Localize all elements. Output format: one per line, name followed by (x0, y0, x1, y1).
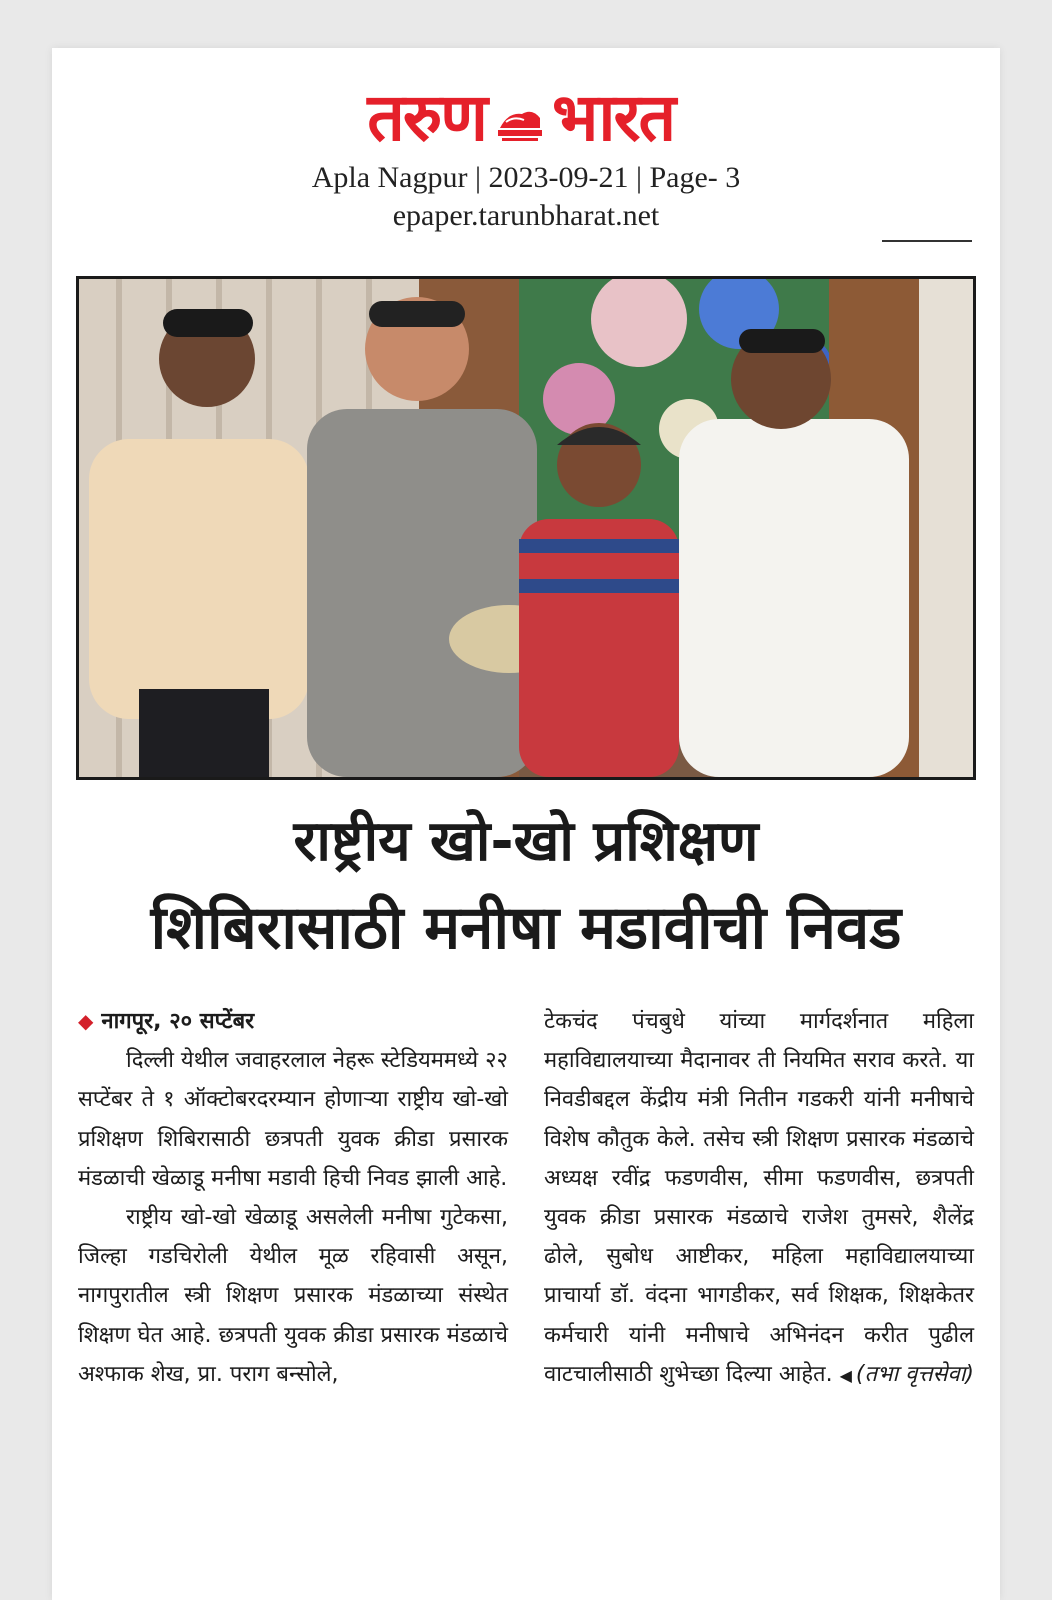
headline-line-2: शिबिरासाठी मनीषा मडावीची निवड (150, 893, 902, 963)
article-column-left (78, 1002, 508, 1394)
article-paragraph-3-wrap (544, 1002, 974, 1395)
lamp-emblem-icon (492, 92, 548, 148)
dateline-text: नागपूर, २० सप्टेंबर (101, 1009, 255, 1034)
masthead-name-left: तरुण (367, 79, 486, 156)
arrow-left-icon: ◀ (839, 1365, 852, 1385)
photo-illustration (79, 279, 973, 777)
article-paragraph-1: दिल्ली येथील जवाहरलाल नेहरू स्टेडियममध्ये २२ सप्टेंबर ते १ ऑक्टोबरदरम्यान होणाऱ्या राष्ट्रीय खो-खो प्रशिक्षण शिबिरासाठी छत्रपती युवक क्रीडा प्रसारक मंडळाची खेळाडू मनीषा मडावी हिची निवड झाली आहे. (78, 1048, 508, 1191)
edition-line: Apla Nagpur | 2023-09-21 | Page- 3 (311, 161, 741, 194)
newspaper-clipping (52, 48, 1000, 1600)
masthead-name-right: भारत (552, 79, 675, 156)
masthead (52, 78, 1000, 158)
article-paragraph-3: टेकचंद पंचबुधे यांच्या मार्गदर्शनात महिला महाविद्यालयाच्या मैदानावर ती नियमित सराव करते. या निवडीबद्दल केंद्रीय मंत्री नितीन गडकरी यांनी मनीषाचे विशेष कौतुक केले. तसेच स्त्री शिक्षण प्रसारक मंडळाचे अध्यक्ष रवींद्र फडणवीस, सीमा फडणवीस, छत्रपती युवक क्रीडा प्रसारक मंडळाचे राजेश तुमसरे, शैलेंद्र ढोले, सुबोध आष्टीकर, महिला महाविद्यालयाच्या प्राचार्या डॉ. वंदना भागडीकर, सर्व शिक्षक, शिक्षकेतर कर्मचारी यांनी मनीषाचे अभिनंदन करीत पुढील वाटचालीसाठी शुभेच्छा दिल्या आहेत. (544, 1009, 974, 1387)
epaper-url: epaper.tarunbharat.net (392, 199, 660, 232)
diamond-bullet-icon: ◆ (78, 1009, 94, 1033)
dateline (78, 1002, 508, 1041)
headline-line-1: राष्ट्रीय खो-खो प्रशिक्षण (293, 809, 759, 874)
article-headline (52, 800, 1000, 972)
article-column-right (544, 1002, 974, 1395)
news-photo (76, 276, 976, 780)
article-paragraph-2: राष्ट्रीय खो-खो खेळाडू असलेली मनीषा गुटेकसा, जिल्हा गडचिरोली येथील मूळ रहिवासी असून, नागपुरातील स्त्री शिक्षण प्रसारक मंडळाच्या संस्थेत शिक्षण घेत आहे. छत्रपती युवक क्रीडा प्रसारक मंडळाचे अश्फाक शेख, प्रा. पराग बन्सोले, (78, 1205, 508, 1387)
news-credit: (तभा वृत्तसेवा) (855, 1361, 974, 1387)
divider (882, 240, 972, 242)
